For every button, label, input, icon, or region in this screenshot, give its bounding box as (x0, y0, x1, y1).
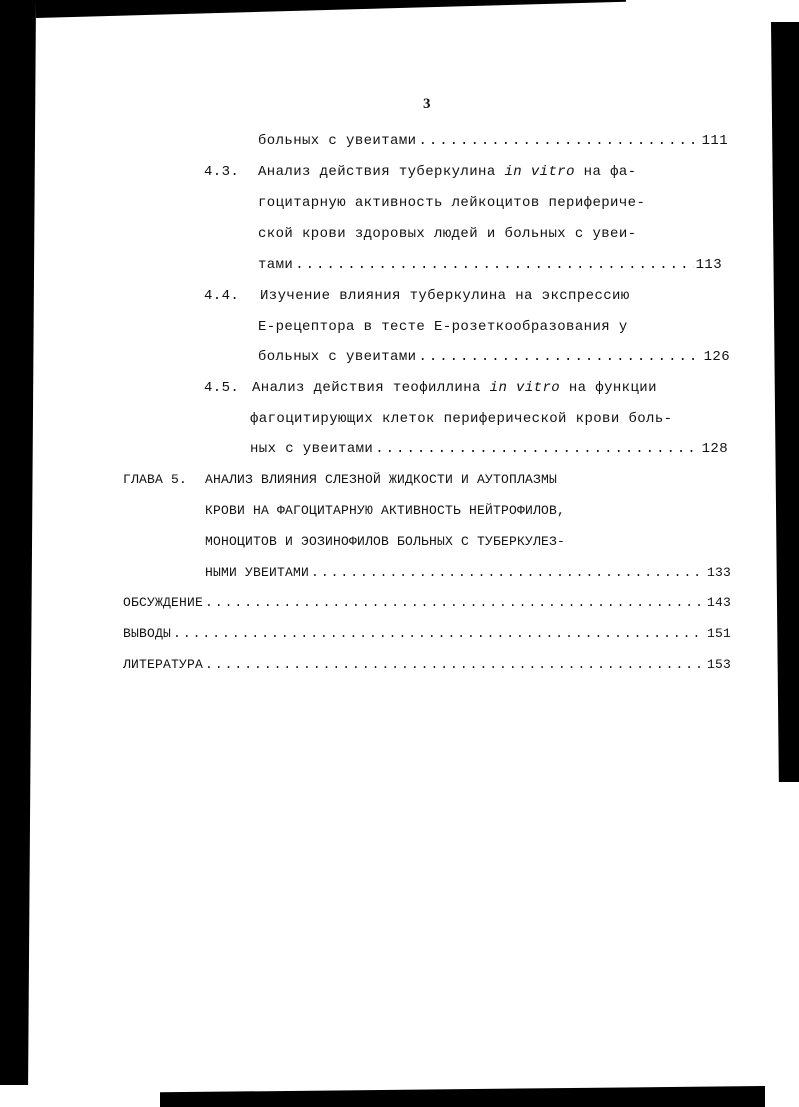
toc-entry-4-2-continuation (258, 131, 728, 151)
toc-entry-text: гоцитарную активность лейкоцитов перифериче- (258, 195, 646, 211)
leader-dots (295, 255, 693, 275)
toc-page-number: 133 (706, 565, 731, 580)
toc-entry-4-4 (204, 286, 630, 306)
toc-entry-4-3 (204, 162, 637, 182)
toc-literature (123, 655, 731, 675)
toc-entry-text: на функции (560, 380, 657, 396)
toc-entry-4-3-line3 (258, 224, 636, 244)
toc-entry-text: тами (258, 257, 294, 273)
toc-entry-4-5-line3 (250, 439, 728, 459)
toc-page-number: 143 (706, 595, 731, 610)
toc-page-number: 111 (701, 133, 728, 149)
leader-dots (418, 347, 701, 367)
toc-entry-4-4-line3 (258, 347, 730, 367)
toc-entry-4-4-line2 (258, 317, 628, 337)
leader-dots (205, 593, 705, 613)
toc-entry-text: Анализ действия теофиллина (252, 380, 490, 396)
toc-page-number: 128 (701, 441, 728, 457)
toc-entry-text: КРОВИ НА ФАГОЦИТАРНУЮ АКТИВНОСТЬ НЕЙТРОФИЛОВ, (205, 503, 566, 518)
leader-dots (173, 624, 705, 644)
toc-discussion (123, 593, 731, 613)
leader-dots (205, 655, 705, 675)
toc-chapter-label: ГЛАВА 5. (123, 472, 188, 487)
toc-entry-text: фагоцитирующих клеток периферической крови боль- (250, 411, 673, 427)
toc-chapter-5-line4 (205, 563, 731, 583)
toc-entry-4-3-line4 (258, 255, 722, 275)
toc-entry-text: ных с увеитами (250, 441, 374, 457)
toc-entry-text: на фа- (574, 164, 637, 180)
toc-page-number: 113 (695, 257, 722, 273)
toc-entry-italic: in vitro (504, 164, 575, 180)
toc-entry-italic: in vitro (489, 380, 561, 396)
toc-entry-text: ской крови здоровых людей и больных с увеи- (258, 226, 637, 242)
toc-section-number: 4.3. (204, 164, 240, 180)
toc-entry-text: больных с увеитами (258, 349, 417, 365)
toc-entry-4-3-line2 (258, 193, 645, 213)
toc-page-number: 126 (703, 349, 730, 365)
page-number: 3 (423, 96, 431, 112)
leader-dots (418, 131, 699, 151)
toc-entry-text: больных с увеитами (258, 133, 417, 149)
toc-entry-text: НЫМИ УВЕИТАМИ (205, 565, 310, 580)
toc-chapter-5-line2 (205, 501, 565, 521)
toc-entry-4-5-line2 (250, 409, 672, 429)
toc-entry-text: ВЫВОДЫ (123, 626, 172, 641)
toc-entry-4-5 (204, 378, 657, 398)
toc-entry-text: МОНОЦИТОВ И ЭОЗИНОФИЛОВ БОЛЬНЫХ С ТУБЕРКУЛЕЗ- (205, 534, 566, 549)
toc-page-number: 151 (706, 626, 731, 641)
toc-entry-text: Анализ действия туберкулина (258, 164, 505, 180)
toc-entry-text: Е-рецептора в тесте Е-розеткообразования у (258, 319, 628, 335)
toc-entry-text: ОБСУЖДЕНИЕ (123, 595, 204, 610)
leader-dots (311, 563, 705, 583)
toc-page-number: 153 (706, 657, 731, 672)
toc-conclusions (123, 624, 731, 644)
toc-entry-text: АНАЛИЗ ВЛИЯНИЯ СЛЕЗНОЙ ЖИДКОСТИ И АУТОПЛАЗМЫ (205, 472, 558, 487)
toc-chapter-5-line3 (205, 532, 565, 552)
leader-dots (375, 439, 699, 459)
toc-section-number: 4.4. (204, 288, 240, 304)
toc-chapter-5 (123, 470, 557, 490)
toc-entry-text: ЛИТЕРАТУРА (123, 657, 204, 672)
toc-entry-text: Изучение влияния туберкулина на экспрессию (260, 288, 630, 304)
toc-section-number: 4.5. (204, 380, 240, 396)
